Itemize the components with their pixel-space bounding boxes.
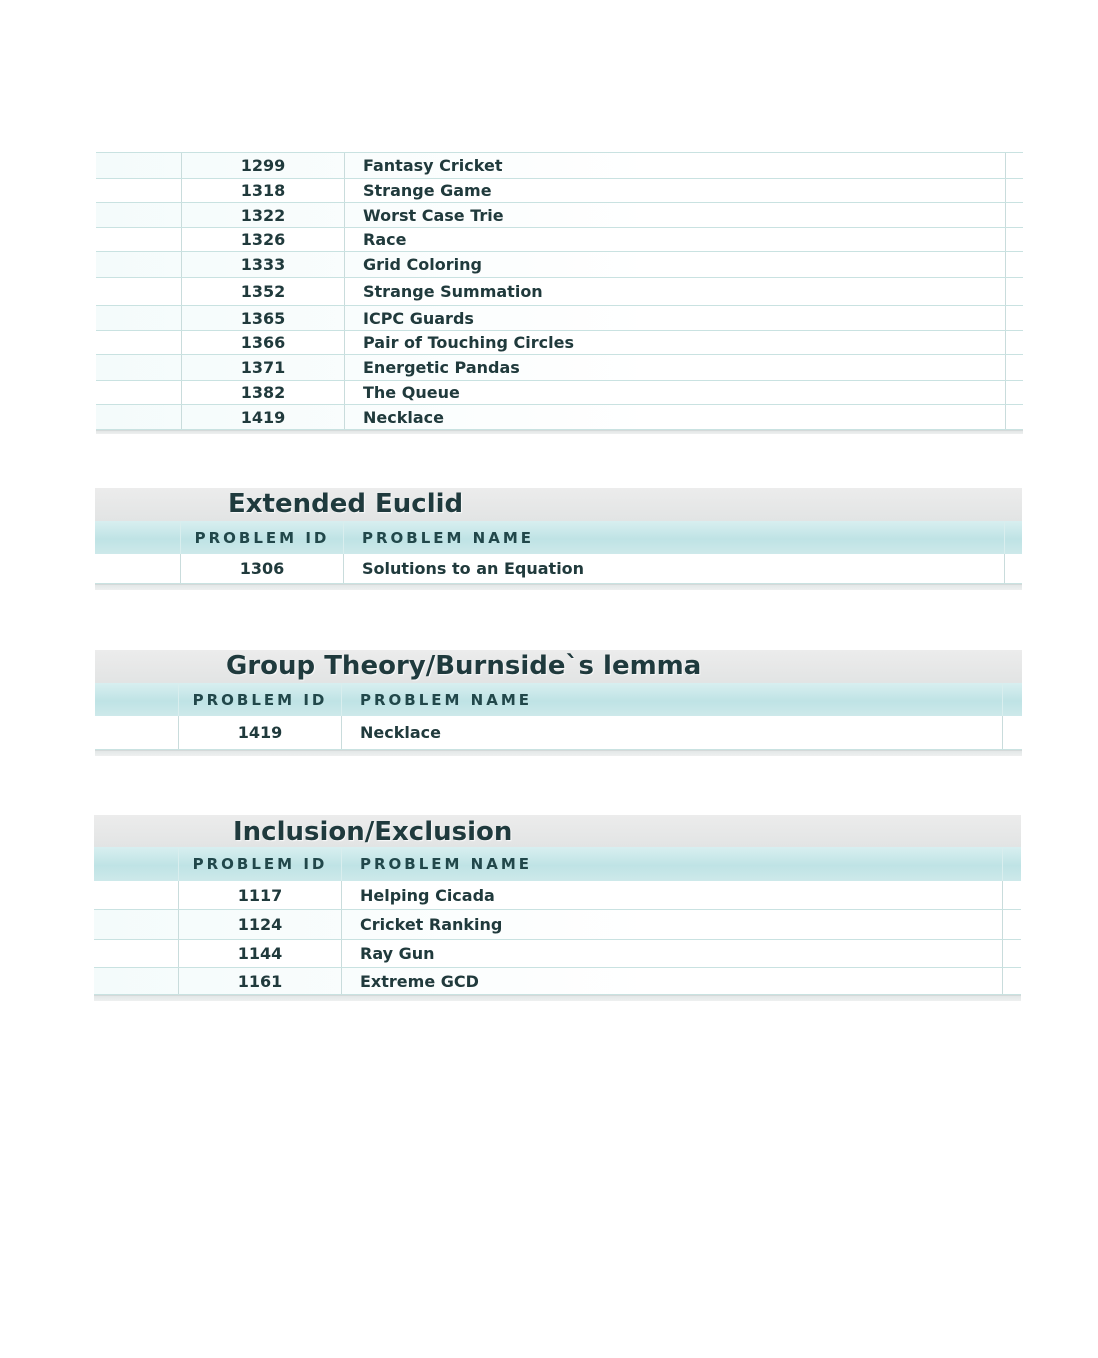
table-footer xyxy=(95,750,1022,756)
problem-id: 1352 xyxy=(182,278,345,305)
problem-name[interactable]: Energetic Pandas xyxy=(345,355,1006,380)
table-footer xyxy=(94,995,1021,1001)
problem-id: 1419 xyxy=(179,716,342,749)
table-row xyxy=(94,881,1021,910)
section-title: Inclusion/Exclusion xyxy=(233,817,513,847)
problem-id: 1117 xyxy=(179,881,342,909)
problem-id: 1365 xyxy=(182,306,345,330)
table-footer xyxy=(95,584,1022,590)
problem-id: 1144 xyxy=(179,940,342,967)
problem-name[interactable]: The Queue xyxy=(345,381,1006,404)
problem-id: 1366 xyxy=(182,331,345,354)
table-row xyxy=(96,179,1023,203)
section-title: Extended Euclid xyxy=(228,489,464,519)
section-extended-euclid xyxy=(95,488,1022,590)
section-inclusion-exclusion xyxy=(94,815,1021,1001)
top-problem-table xyxy=(96,152,1023,434)
problem-id: 1382 xyxy=(182,381,345,404)
table-footer xyxy=(96,430,1023,434)
table-row xyxy=(96,278,1023,306)
column-header-problem-name[interactable]: PROBLEM NAME xyxy=(344,521,1005,554)
problem-id: 1333 xyxy=(182,252,345,277)
table-row xyxy=(95,554,1022,584)
table-row xyxy=(96,306,1023,331)
table-header xyxy=(95,683,1022,716)
column-header-problem-name[interactable]: PROBLEM NAME xyxy=(342,847,1003,881)
problem-name[interactable]: ICPC Guards xyxy=(345,306,1006,330)
problem-name[interactable]: Fantasy Cricket xyxy=(345,153,1006,178)
table-row xyxy=(94,940,1021,968)
column-header-problem-id[interactable]: PROBLEM ID xyxy=(179,847,342,881)
table-row xyxy=(94,968,1021,995)
table-header xyxy=(94,847,1021,881)
problem-id: 1326 xyxy=(182,228,345,251)
table-row xyxy=(96,153,1023,179)
problem-id: 1306 xyxy=(181,554,344,583)
column-header-problem-id[interactable]: PROBLEM ID xyxy=(181,521,344,554)
problem-name[interactable]: Race xyxy=(345,228,1006,251)
problem-name[interactable]: Extreme GCD xyxy=(342,968,1003,994)
table-row xyxy=(96,228,1023,252)
problem-name[interactable]: Cricket Ranking xyxy=(342,910,1003,939)
table-row xyxy=(96,355,1023,381)
problem-id: 1322 xyxy=(182,203,345,227)
column-header-problem-id[interactable]: PROBLEM ID xyxy=(179,683,342,716)
problem-id: 1299 xyxy=(182,153,345,178)
section-title-bar xyxy=(95,488,1022,521)
table-row xyxy=(96,381,1023,405)
problem-name[interactable]: Necklace xyxy=(345,405,1006,429)
problem-name[interactable]: Ray Gun xyxy=(342,940,1003,967)
problem-name[interactable]: Pair of Touching Circles xyxy=(345,331,1006,354)
problem-name[interactable]: Helping Cicada xyxy=(342,881,1003,909)
table-row xyxy=(95,716,1022,750)
section-title: Group Theory/Burnside`s lemma xyxy=(226,651,702,681)
problem-id: 1318 xyxy=(182,179,345,202)
problem-name[interactable]: Strange Game xyxy=(345,179,1006,202)
table-row xyxy=(94,910,1021,940)
table-row xyxy=(96,252,1023,278)
problem-name[interactable]: Necklace xyxy=(342,716,1003,749)
table-row xyxy=(96,331,1023,355)
section-title-bar xyxy=(95,650,1022,683)
problem-id: 1124 xyxy=(179,910,342,939)
section-group-theory xyxy=(95,650,1022,756)
table-row xyxy=(96,203,1023,228)
problem-name[interactable]: Worst Case Trie xyxy=(345,203,1006,227)
table-row xyxy=(96,405,1023,430)
problem-name[interactable]: Strange Summation xyxy=(345,278,1006,305)
section-title-bar xyxy=(94,815,1021,847)
problem-id: 1371 xyxy=(182,355,345,380)
column-header-problem-name[interactable]: PROBLEM NAME xyxy=(342,683,1003,716)
problem-id: 1419 xyxy=(182,405,345,429)
table-header xyxy=(95,521,1022,554)
problem-id: 1161 xyxy=(179,968,342,994)
problem-name[interactable]: Grid Coloring xyxy=(345,252,1006,277)
problem-name[interactable]: Solutions to an Equation xyxy=(344,554,1005,583)
